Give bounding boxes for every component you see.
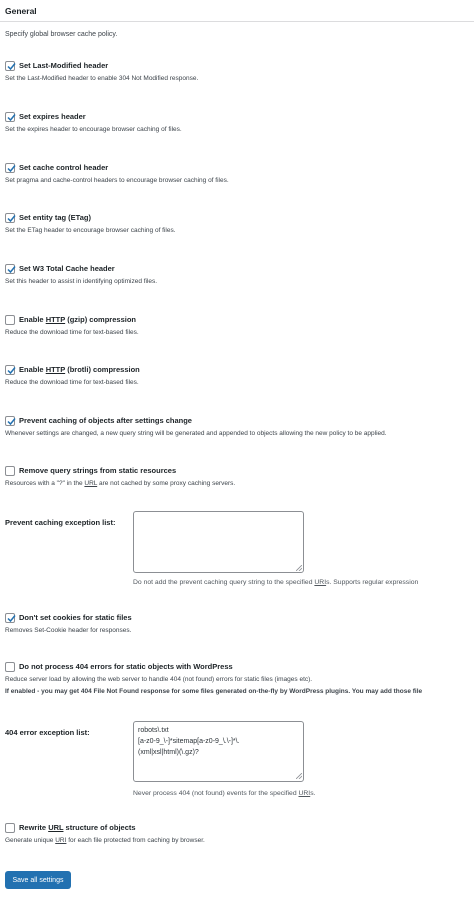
etag-desc: Set the ETag header to encourage browser caching of files. bbox=[5, 227, 176, 234]
prevent-caching-checkbox[interactable] bbox=[5, 416, 15, 426]
brotli-checkbox[interactable] bbox=[5, 365, 15, 375]
option-etag bbox=[5, 212, 176, 234]
option-no-cookies bbox=[5, 612, 131, 634]
checkmark-icon bbox=[6, 264, 17, 275]
cache-control-label: Set cache control header bbox=[19, 163, 109, 172]
section-title: General bbox=[5, 6, 37, 16]
section-header bbox=[0, 0, 474, 22]
rewrite-url-checkbox[interactable] bbox=[5, 823, 15, 833]
option-prevent-caching bbox=[5, 415, 387, 437]
resize-handle-icon[interactable] bbox=[296, 773, 302, 779]
no-cookies-label: Don't set cookies for static files bbox=[19, 613, 132, 622]
cache-control-desc: Set pragma and cache-control headers to encourage browser caching of files. bbox=[5, 177, 229, 184]
checkmark-icon bbox=[6, 61, 17, 72]
last-modified-label: Set Last-Modified header bbox=[19, 61, 109, 70]
gzip-checkbox[interactable] bbox=[5, 315, 15, 325]
w3tc-header-label: Set W3 Total Cache header bbox=[19, 264, 115, 273]
do404-label: Do not process 404 errors for static objects with WordPress bbox=[19, 662, 233, 671]
checkmark-icon bbox=[6, 365, 17, 376]
checkmark-icon bbox=[6, 613, 17, 624]
exception404-textarea[interactable] bbox=[133, 721, 304, 782]
exception404-note: Never process 404 (not found) events for the specified URIs. bbox=[133, 790, 316, 797]
section-intro: Specify global browser cache policy. bbox=[5, 31, 118, 38]
no-cookies-desc: Removes Set-Cookie header for responses. bbox=[5, 627, 132, 634]
checkmark-icon bbox=[6, 416, 17, 427]
cache-control-checkbox[interactable] bbox=[5, 163, 15, 173]
etag-label: Set entity tag (ETag) bbox=[19, 213, 91, 222]
do404-warning: If enabled - you may get 404 File Not Found response for some files generated on-the-fly by WordPress plugins. You may add those file bbox=[5, 688, 423, 695]
do404-checkbox[interactable] bbox=[5, 662, 15, 672]
remove-query-strings-label: Remove query strings from static resources bbox=[19, 466, 177, 475]
option-404 bbox=[5, 661, 422, 695]
prevent-caching-label: Prevent caching of objects after settings change bbox=[19, 416, 192, 425]
brotli-desc: Reduce the download time for text-based files. bbox=[5, 379, 139, 386]
prevent-exception-note: Do not add the prevent caching query string to the specified URIs. Supports regular expression bbox=[133, 579, 419, 586]
prevent-exception-label: Prevent caching exception list: bbox=[5, 518, 116, 527]
option-w3tc-header bbox=[5, 263, 157, 285]
exception404-line: (xml|xsl|html)(\.gz)? bbox=[138, 749, 199, 756]
gzip-desc: Reduce the download time for text-based files. bbox=[5, 329, 139, 336]
no-cookies-checkbox[interactable] bbox=[5, 613, 15, 623]
etag-checkbox[interactable] bbox=[5, 213, 15, 223]
checkmark-icon bbox=[6, 163, 17, 174]
prevent-caching-desc: Whenever settings are changed, a new query string will be generated and appended to objects allowing the new policy to be applied. bbox=[5, 430, 387, 437]
exception404-line: robots\.txt bbox=[138, 727, 169, 734]
brotli-label: Enable HTTP (brotli) compression bbox=[19, 365, 140, 374]
save-all-settings-button[interactable]: Save all settings bbox=[5, 871, 71, 889]
gzip-label: Enable HTTP (gzip) compression bbox=[19, 315, 136, 324]
option-rewrite-url bbox=[5, 822, 205, 844]
option-remove-query-strings bbox=[5, 465, 235, 487]
expires-label: Set expires header bbox=[19, 112, 86, 121]
w3tc-header-checkbox[interactable] bbox=[5, 264, 15, 274]
checkmark-icon bbox=[6, 112, 17, 123]
option-gzip bbox=[5, 314, 139, 336]
rewrite-url-label: Rewrite URL structure of objects bbox=[19, 823, 136, 832]
option-expires bbox=[5, 111, 182, 133]
w3tc-header-desc: Set this header to assist in identifying optimized files. bbox=[5, 278, 158, 285]
remove-query-strings-desc: Resources with a "?" in the URL are not cached by some proxy caching servers. bbox=[5, 480, 236, 487]
expires-desc: Set the expires header to encourage browser caching of files. bbox=[5, 126, 182, 133]
remove-query-strings-checkbox[interactable] bbox=[5, 466, 15, 476]
expires-checkbox[interactable] bbox=[5, 112, 15, 122]
last-modified-checkbox[interactable] bbox=[5, 61, 15, 71]
option-brotli bbox=[5, 364, 139, 386]
option-last-modified bbox=[5, 60, 198, 82]
prevent-exception-textarea[interactable] bbox=[133, 511, 304, 573]
do404-desc: Reduce server load by allowing the web server to handle 404 (not found) errors for static files (images etc). bbox=[5, 676, 313, 683]
resize-handle-icon[interactable] bbox=[296, 565, 302, 571]
checkmark-icon bbox=[6, 213, 17, 224]
rewrite-url-desc: Generate unique URI for each file protected from caching by browser. bbox=[5, 837, 205, 844]
exception404-label: 404 error exception list: bbox=[5, 728, 90, 737]
option-cache-control bbox=[5, 162, 229, 184]
exception404-line: [a-z0-9_\-]*sitemap[a-z0-9_\.\-]*\. bbox=[138, 738, 240, 745]
last-modified-desc: Set the Last-Modified header to enable 304 Not Modified response. bbox=[5, 75, 199, 82]
